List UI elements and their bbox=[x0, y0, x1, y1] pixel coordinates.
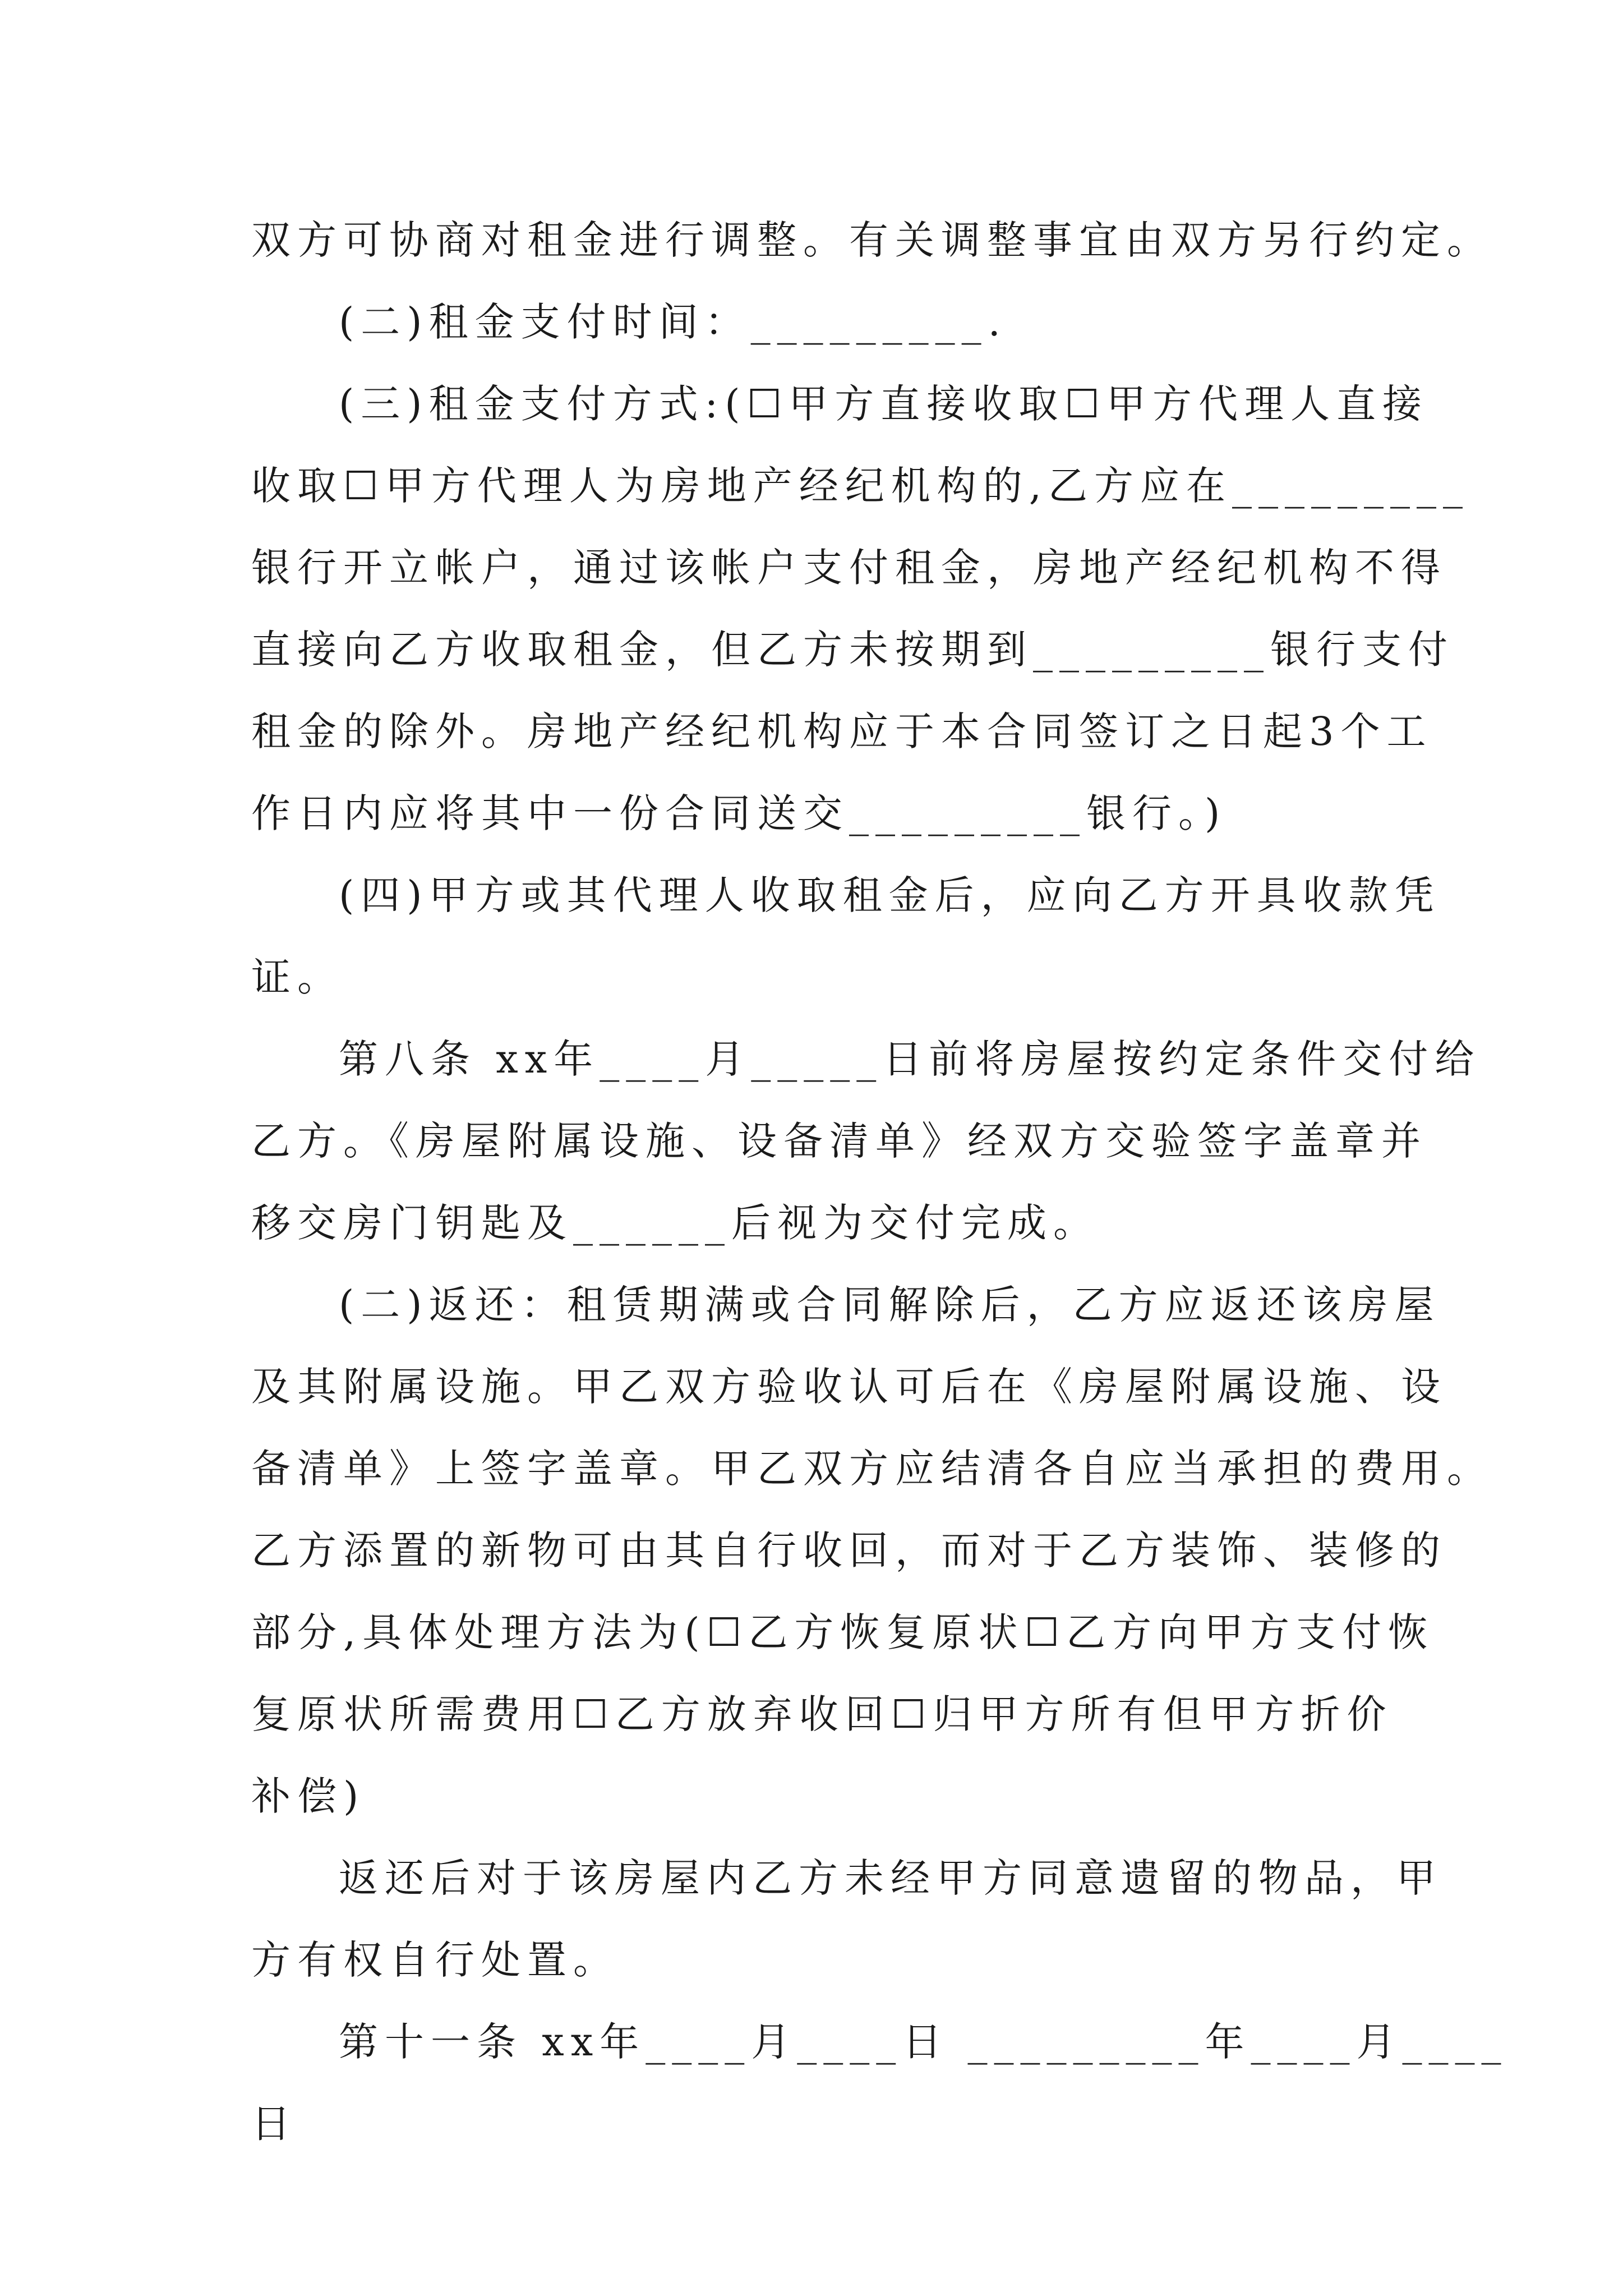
text-line: 乙方添置的新物可由其自行收回，而对于乙方装饰、装修的 bbox=[251, 1527, 1447, 1573]
document-body bbox=[251, 199, 1508, 2165]
text-line: 日 bbox=[251, 2101, 297, 2147]
text-line: (四)甲方或其代理人收取租金后，应向乙方开具收款凭 bbox=[339, 872, 1441, 918]
text-line: 部分,具体处理方法为(☐乙方恢复原状☐乙方向甲方支付恢 bbox=[251, 1609, 1435, 1655]
text-line: (三)租金支付方式:(☐甲方直接收取☐甲方代理人直接 bbox=[339, 381, 1429, 427]
text-line: 租金的除外。房地产经纪机构应于本合同签订之日起3个工 bbox=[251, 708, 1433, 754]
text-line: 复原状所需费用☐乙方放弃收回☐归甲方所有但甲方折价 bbox=[251, 1691, 1393, 1737]
text-line: 第十一条 xx年____月____日 _________年____月____ bbox=[339, 2019, 1508, 2065]
text-line: 双方可协商对租金进行调整。有关调整事宜由双方另行约定。 bbox=[251, 217, 1493, 263]
text-line: 证。 bbox=[251, 954, 343, 1000]
text-line: 银行开立帐户，通过该帐户支付租金，房地产经纪机构不得 bbox=[251, 545, 1447, 591]
text-line: 返还后对于该房屋内乙方未经甲方同意遗留的物品，甲 bbox=[339, 1855, 1442, 1901]
text-line: 第八条 xx年____月_____日前将房屋按约定条件交付给 bbox=[339, 1036, 1481, 1082]
text-line: 作日内应将其中一份合同送交_________银行。) bbox=[251, 790, 1227, 836]
text-line: (二)租金支付时间：_________. bbox=[339, 299, 1007, 345]
text-line: (二)返还：租赁期满或合同解除后，乙方应返还该房屋 bbox=[339, 1282, 1441, 1328]
text-line: 方有权自行处置。 bbox=[251, 1937, 619, 1983]
text-line: 收取☐甲方代理人为房地产经纪机构的,乙方应在_________ bbox=[251, 463, 1470, 509]
text-line: 直接向乙方收取租金，但乙方未按期到_________银行支付 bbox=[251, 627, 1454, 673]
text-line: 及其附属设施。甲乙双方验收认可后在《房屋附属设施、设 bbox=[251, 1364, 1447, 1410]
text-line: 补偿) bbox=[251, 1773, 366, 1819]
text-line: 备清单》上签字盖章。甲乙双方应结清各自应当承担的费用。 bbox=[251, 1446, 1493, 1492]
text-line: 乙方。《房屋附属设施、设备清单》经双方交验签字盖章并 bbox=[251, 1118, 1427, 1164]
text-line: 移交房门钥匙及______后视为交付完成。 bbox=[251, 1200, 1099, 1246]
